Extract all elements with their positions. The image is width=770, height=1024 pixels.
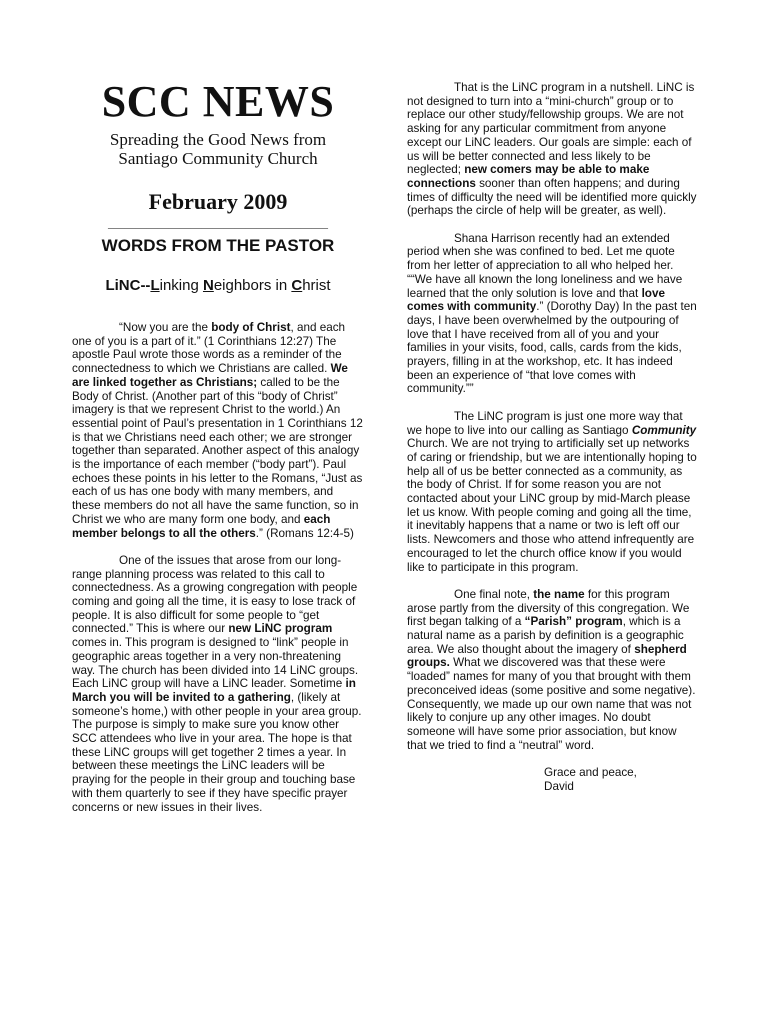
- subtitle-line-2: Santiago Community Church: [118, 149, 318, 168]
- signature: David: [544, 779, 574, 793]
- linc-neighbors-rest: eighbors in: [213, 277, 292, 294]
- paragraph: One of the issues that arose from our long-range planning process was related to this call to connectedness. As a growing congregation with people coming and going all the time, it is easy to lose track of people. It is also difficult for some people to “get connected.” This is where our new LiNC program comes in. This program is designed to “link” people in geographic areas together in a very non-threatening way. The church has been divided into 14 LiNC groups. Each LiNC group will have a LiNC leader. Sometime in March you will be invited to a gathering, (likely at someone’s home,) with other people in your area group. The purpose is simply to make sure you know other SCC attendees who live in your area. The hope is that these LiNC groups will get together 2 times a year. In between these meetings the LiNC leaders will be praying for the people in their group and touching base with them quarterly to see if they have specific prayer concerns or new issues in their lives.: [72, 553, 362, 814]
- paragraph: The LiNC program is just one more way that we hope to live into our calling as Santiago Community Church. We are not trying to artificially set up networks of caring or friendship, but we are intentionally hoping to help all of us be better connected as a community, as the body of Christ. If for some reason you are not contacted about your LiNC group by mid-March please let us know. With people coming and going all the time, it inevitably happens that a name or two is left off our lists. Newcomers and those who attend infrequently are encouraged to let the church office know if you would like to participate in this program.: [407, 409, 697, 574]
- linc-neighbors-initial: N: [202, 277, 214, 294]
- masthead: [72, 78, 364, 230]
- paragraph: “Now you are the body of Christ, and each one of you is a part of it.” (1 Corinthians 12:27) The apostle Paul wrote those words as a reminder of the connectedness to which we Christians are called. We are linked together as Christians; called to be the Body of Christ. (Another part of this “body of Christ” imagery is that we represent Christ to the world.) An essential point of Paul’s presentation in 1 Corinthians 12 is that we Christians need each other; we are stronger together than separated. Another aspect of this analogy is the importance of each member (“body part”). Paul echoes these points in his letter to the Romans, “Just as each of us has one body with many members, and these members do not all have the same function, so in Christ we who are many form one body, and each member belongs to all the others.” (Romans 12:4-5): [72, 321, 363, 540]
- linc-inc: iNC--: [114, 277, 151, 294]
- right-column: [407, 81, 699, 794]
- section-heading: WORDS FROM THE PASTOR: [101, 236, 335, 255]
- linc-linking-rest: inking: [159, 277, 203, 294]
- linc-subheading: [72, 276, 364, 296]
- newsletter-subtitle: [72, 130, 364, 168]
- left-column: [72, 321, 364, 814]
- linc-l: L: [105, 277, 115, 294]
- paragraph: One final note, the name for this program arose partly from the diversity of this congregation. We first began talking of a “Parish” program, which is a natural name as a parish by definition is a geographic area. We also thought about the imagery of shepherd groups. What we discovered was that these were “loaded” names for many of you that brought with them preconceived ideas (some positive and some negative). Consequently, we made up our own name that was not likely to conjure up any other images. No doubt someone will have some prior association, but know that we tried to find a “neutral” word.: [407, 587, 696, 752]
- paragraph: Shana Harrison recently had an extended period when she was confined to bed. Let me quote from her letter of appreciation to all who helped her. ““We have all known the long loneliness and we have learned that the only solution is love and that love comes with community.” (Dorothy Day) In the past ten days, I have been overwhelmed by the outpouring of love that I have received from all of you and your families in your visits, food, calls, cards from the kids, prayers, filling in at the workshop, etc. It has indeed been an experience of “that love comes with community.””: [407, 231, 697, 396]
- divider-rule: ________________________________________: [108, 218, 328, 230]
- paragraph: That is the LiNC program in a nutshell. LiNC is not designed to turn into a “mini-church” group or to replace our other study/fellowship groups. We are not asking for any particular commitment from anyone except our LiNC leaders. Our goals are simple: each of us will be better connected and less likely to be neglected; new comers may be able to make connections sooner than often happens; and during times of difficulty the need will be identified more quickly (perhaps the circle of help will be greater, as well).: [407, 81, 697, 218]
- linc-christ-initial: C: [291, 277, 303, 294]
- linc-linking-initial: L: [150, 277, 160, 294]
- subtitle-line-1: Spreading the Good News from: [109, 130, 327, 149]
- closing: Grace and peace,: [544, 766, 637, 780]
- linc-christ-rest: hrist: [302, 277, 331, 294]
- issue-date: February 2009: [148, 189, 288, 214]
- newsletter-title: SCC NEWS: [101, 77, 335, 126]
- signoff: [544, 766, 699, 793]
